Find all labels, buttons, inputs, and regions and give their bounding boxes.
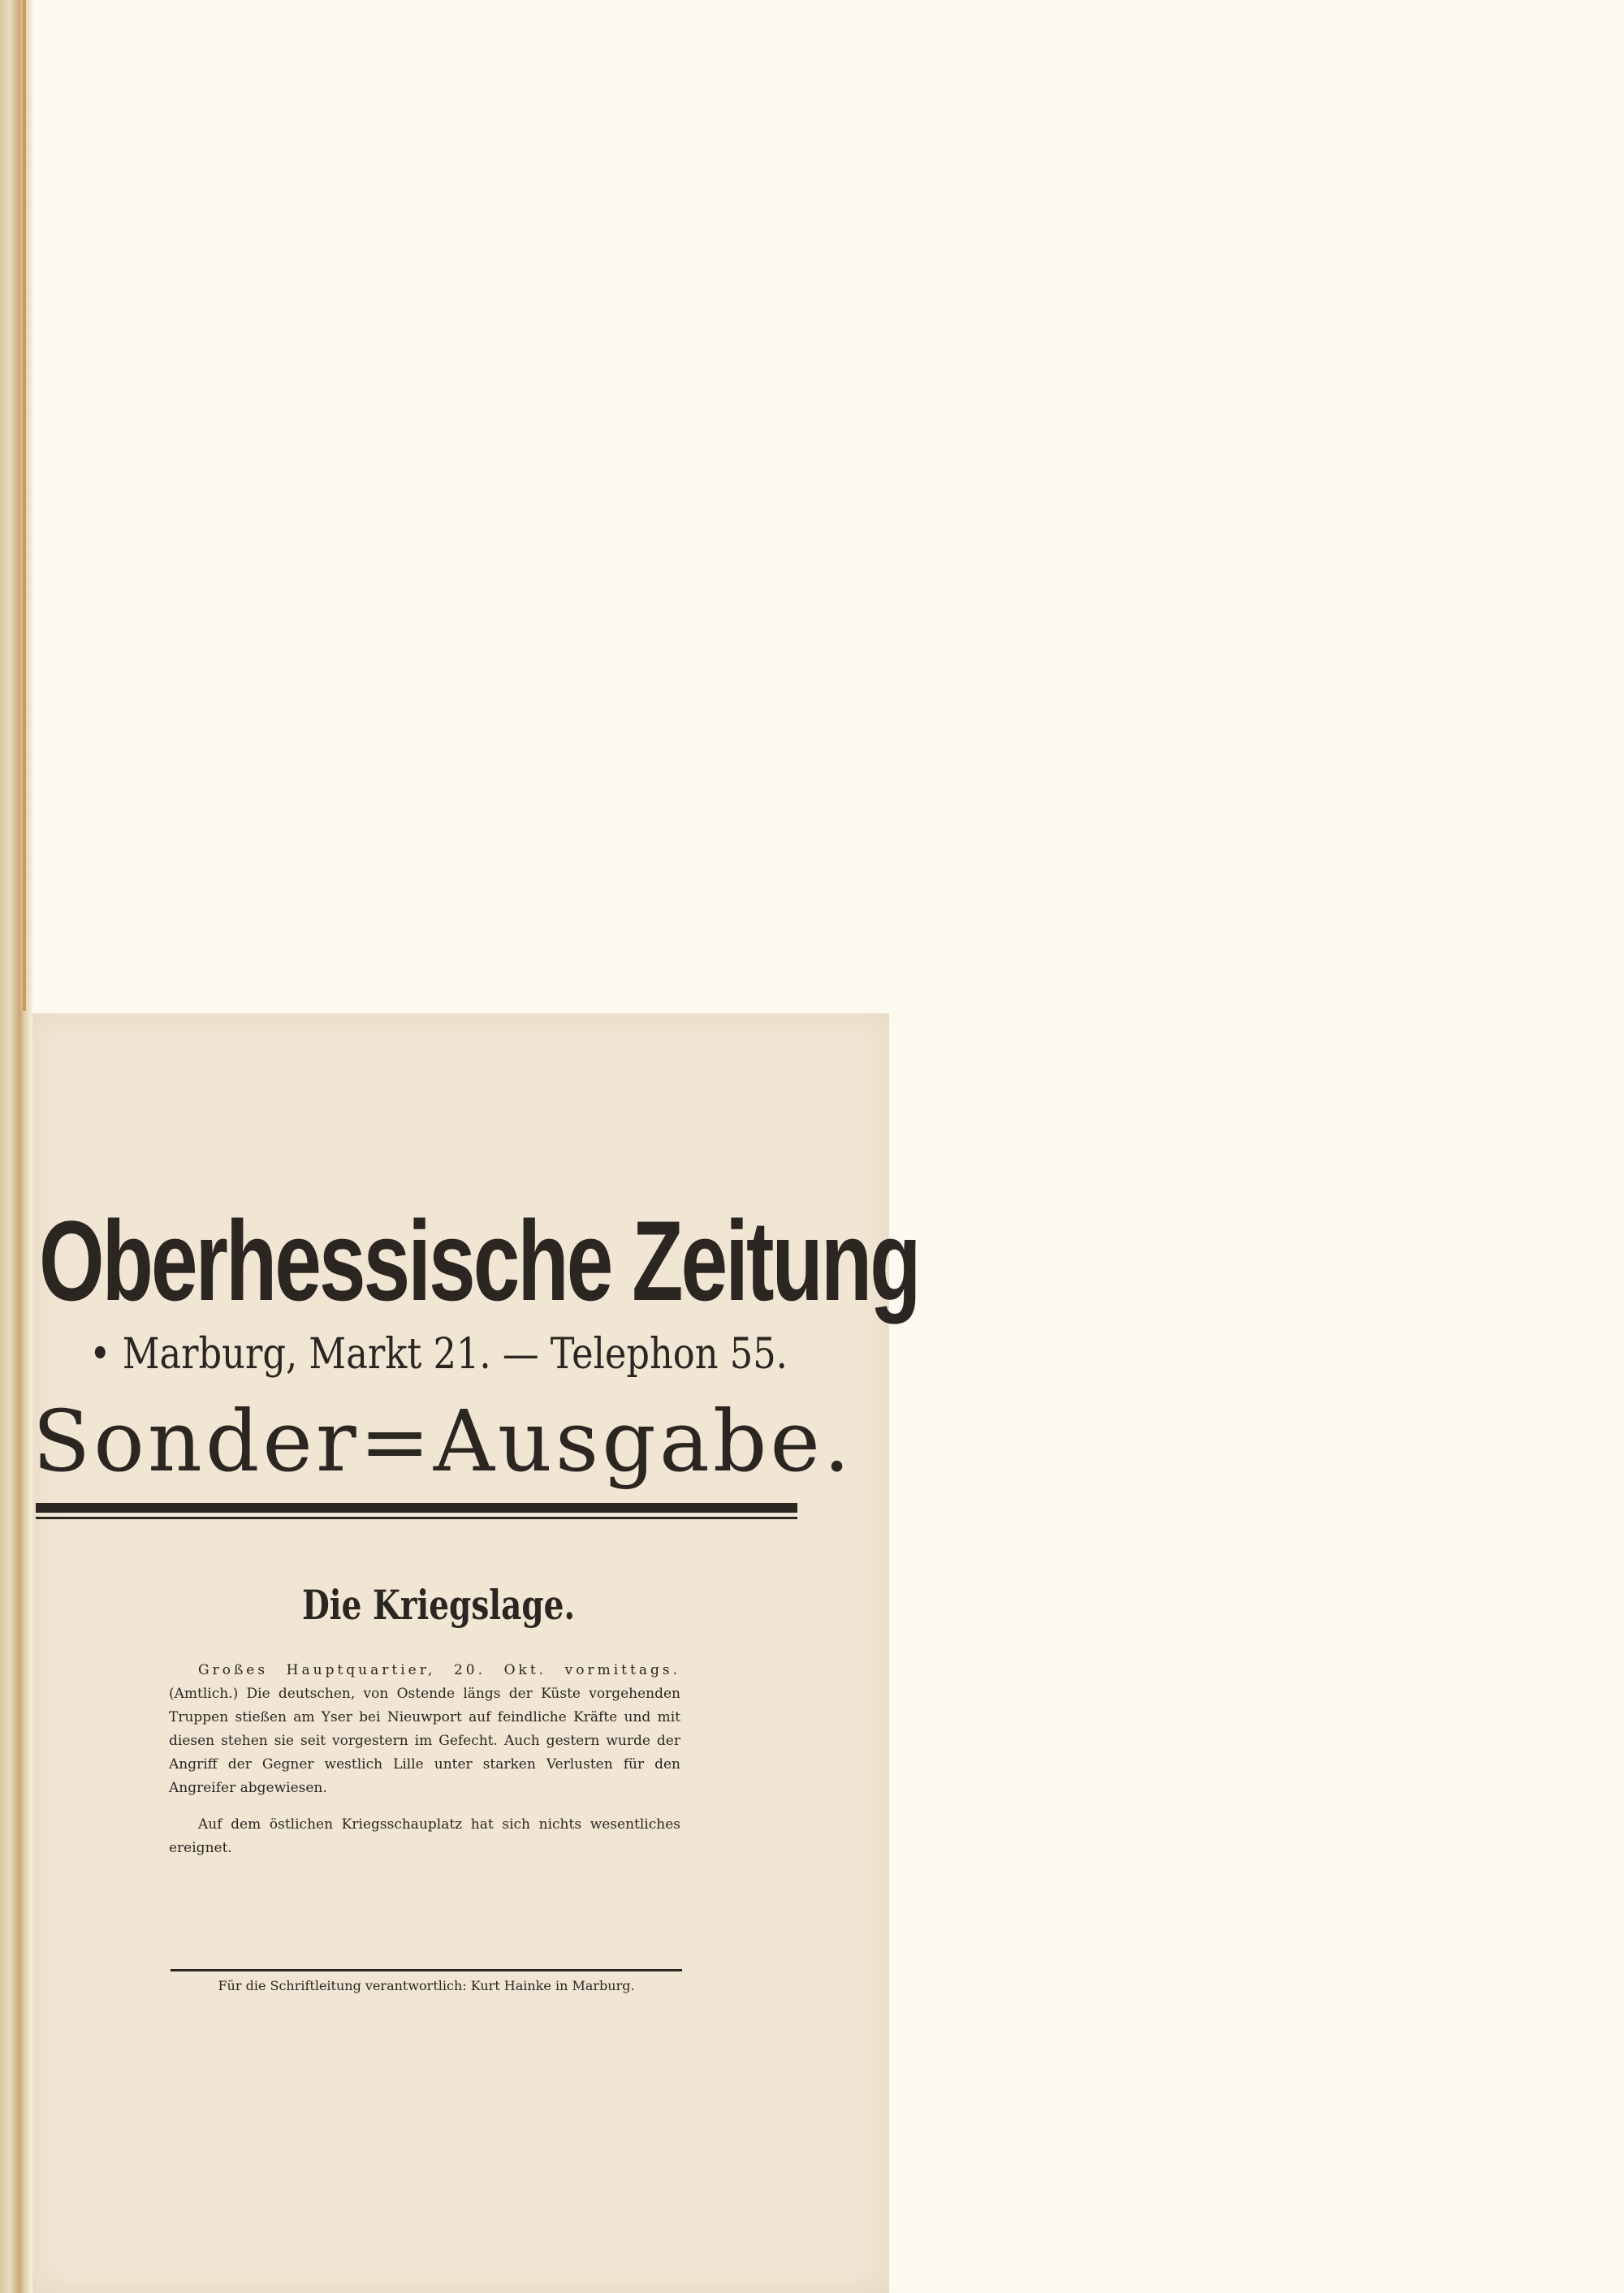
article-body <box>169 1659 680 1873</box>
masthead: Oberhessische Zeitung <box>39 1197 919 1324</box>
article-heading: Die Kriegslage. <box>301 1581 576 1629</box>
newspaper-sheet <box>32 1013 919 2293</box>
imprint-line: Für die Schriftleitung verantwortlich: Kurt Hainke in Marburg. <box>218 1978 635 1993</box>
binding-edge-line <box>23 0 26 1011</box>
header-rule-thick <box>36 1503 797 1513</box>
article-paragraph-1-text: (Amtlich.) Die deutschen, von Ostende längs der Küste vorgehenden Truppen stießen am Yser bei Nieuwport auf feindliche Kräfte und mit diesen stehen sie seit vorgestern im Gefecht. Auch gestern wurde der Angriff der Gegner westlich Lille unter starken Verlusten für den Angreifer abgewiesen. <box>169 1686 680 1796</box>
footer-rule <box>171 1969 682 1971</box>
page-binding <box>0 0 32 2293</box>
edition-title: Sonder=Ausgabe. <box>32 1392 854 1491</box>
article-dateline: Großes Hauptquartier, 20. Okt. vormittags. <box>198 1662 680 1678</box>
article-paragraph <box>169 1659 680 1800</box>
address-line: • Marburg, Markt 21. — Telephon 55. <box>89 1330 788 1379</box>
header-rule-thin <box>36 1517 797 1519</box>
article-paragraph: Auf dem östlichen Kriegsschauplatz hat sich nichts wesentliches ereignet. <box>169 1816 680 1856</box>
